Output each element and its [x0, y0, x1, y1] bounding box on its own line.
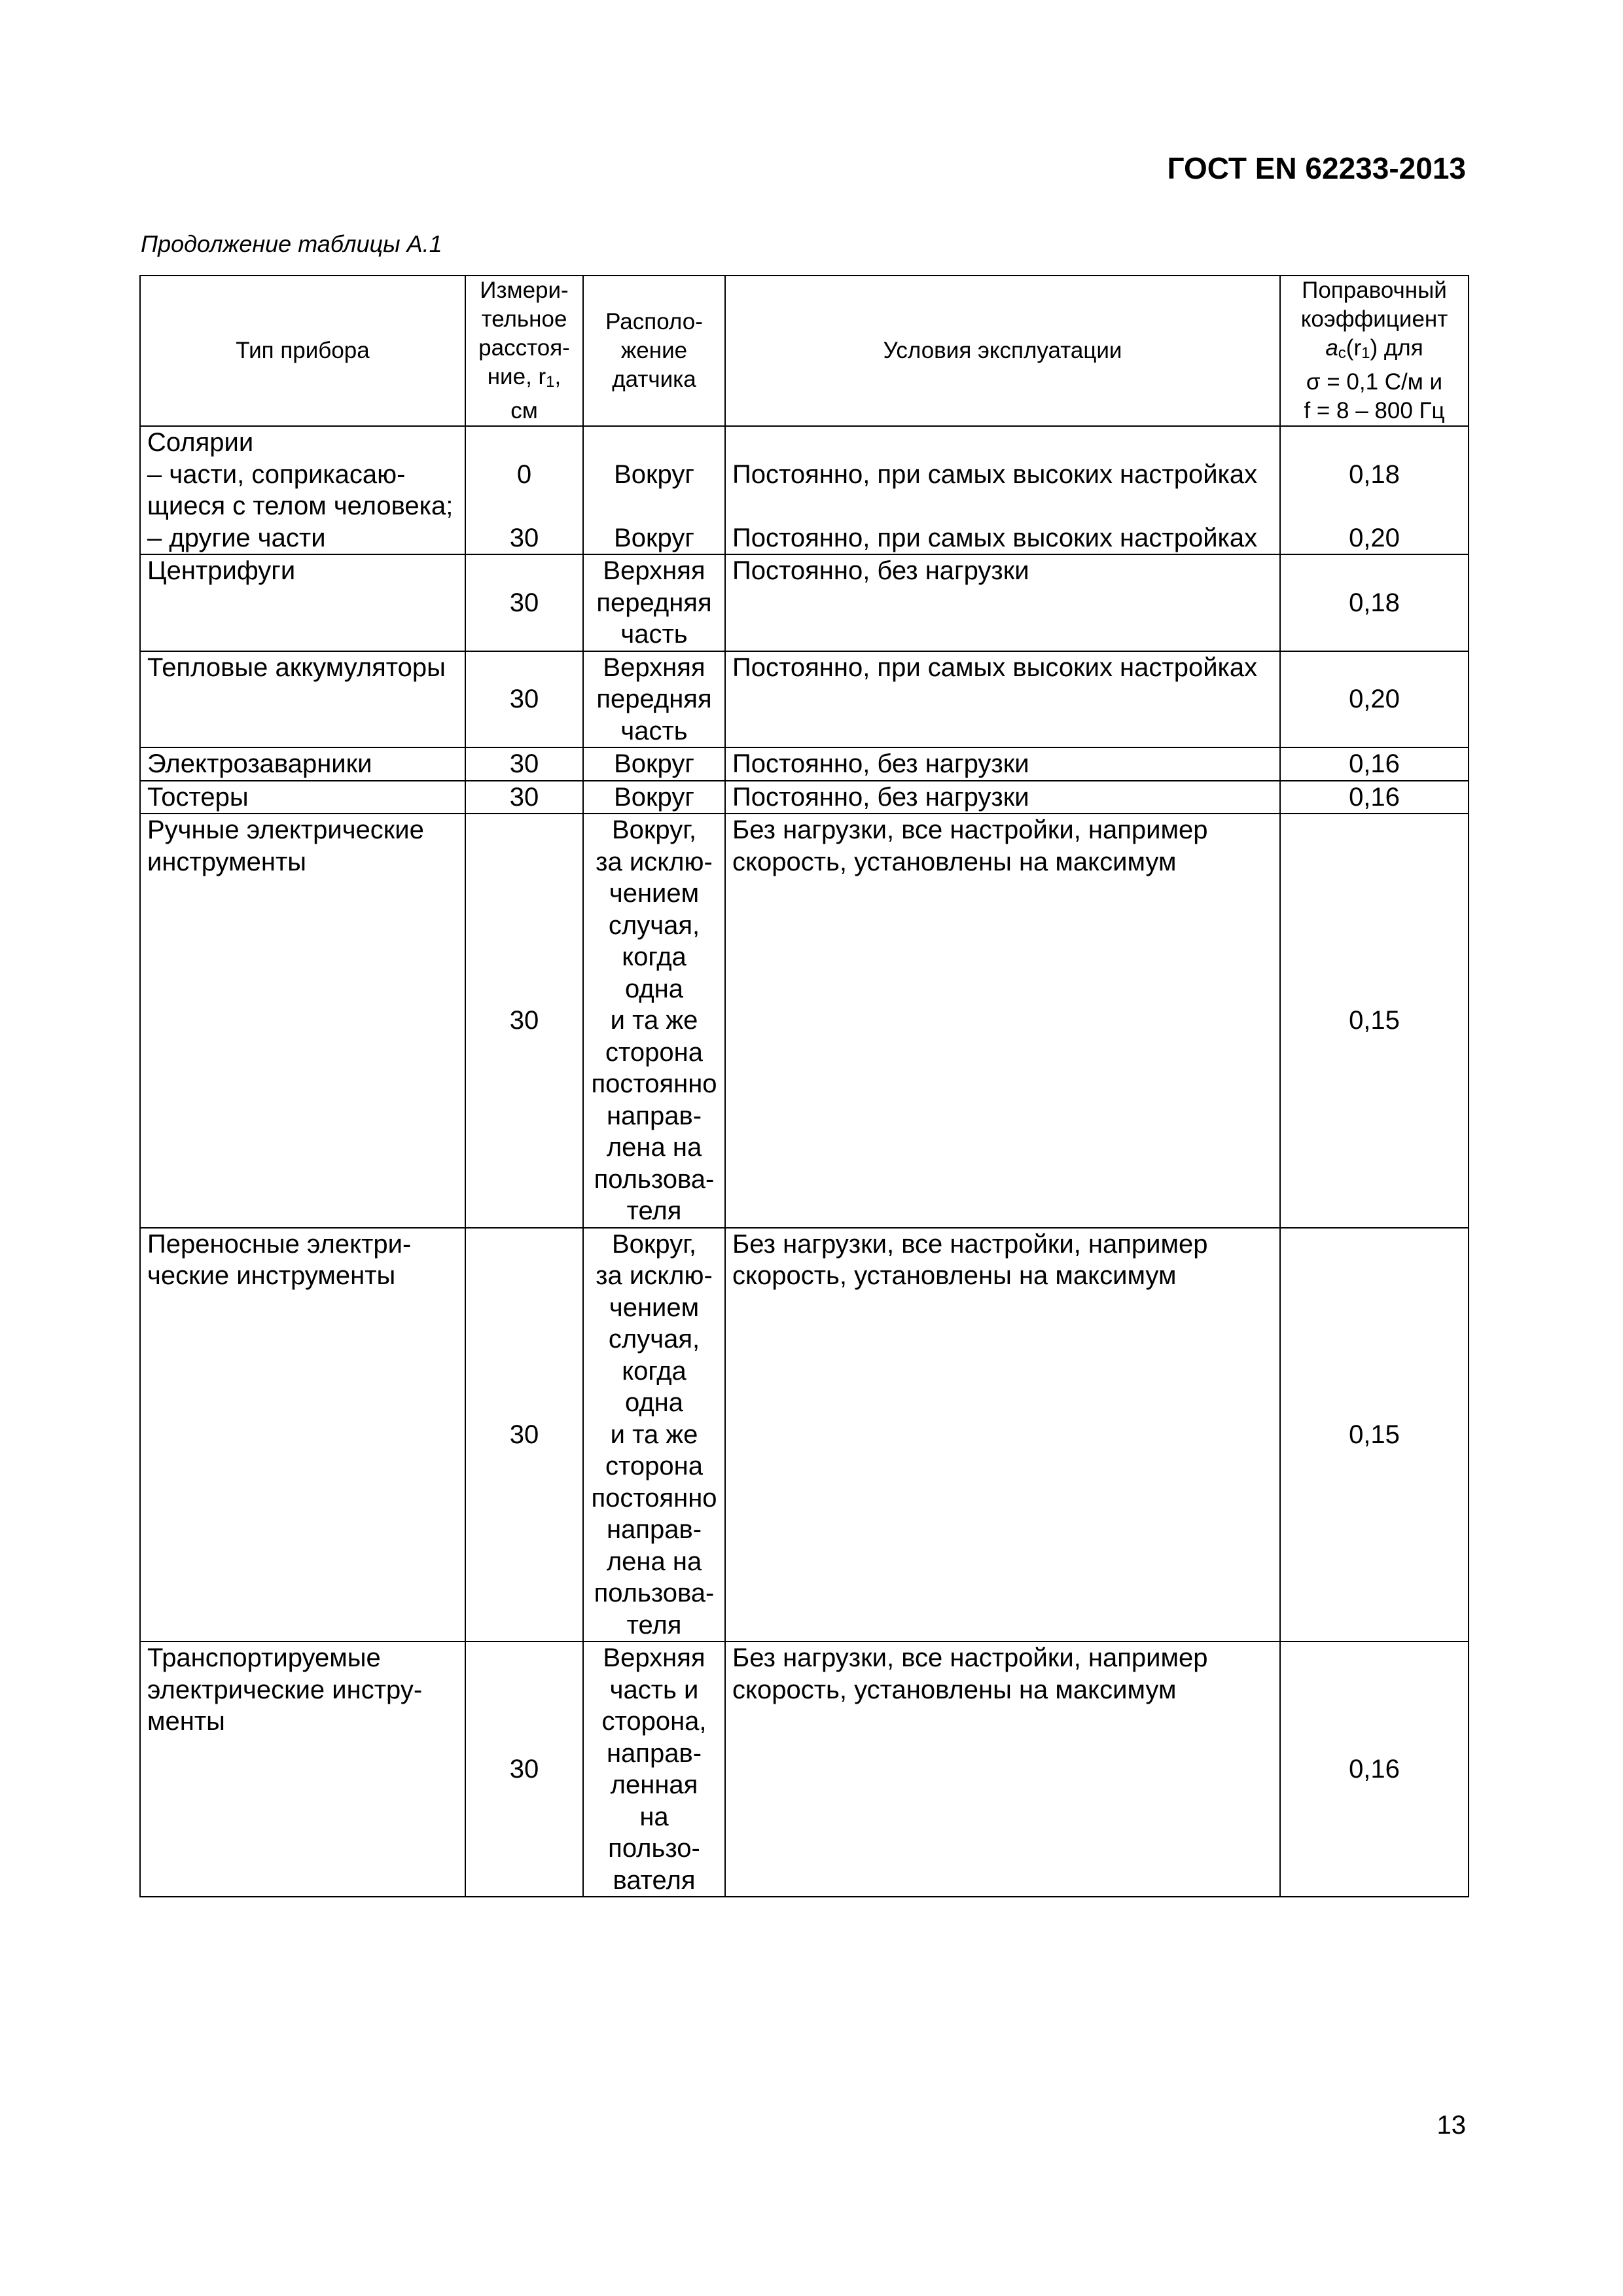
cell-distance: 0 30 [465, 426, 583, 554]
cell-type: Тостеры [140, 781, 465, 814]
cell-conditions: Постоянно, при самых высоких настройках [725, 651, 1280, 748]
cell-location: Вокруг [583, 781, 725, 814]
cell-type: Транспортируемые электрические инстру- менты [140, 1641, 465, 1897]
appliance-table [139, 275, 1469, 1897]
table-row [140, 747, 1469, 781]
cell-distance: 30 [465, 1641, 583, 1897]
table-row [140, 651, 1469, 748]
cell-coefficient: 0,18 0,20 [1280, 426, 1469, 554]
cell-conditions: Постоянно, при самых высоких настройках Постоянно, при самых высоких настройках [725, 426, 1280, 554]
cell-type: Переносные электри- ческие инструменты [140, 1228, 465, 1642]
table-header-row [140, 276, 1469, 426]
cell-coefficient: 0,20 [1280, 651, 1469, 748]
cell-distance: 30 [465, 554, 583, 651]
cell-location: Вокруг, за исклю- чением случая, когда одна и та же сторона постоянно направ- лена на пользова- теля [583, 814, 725, 1228]
cell-type: Ручные электрические инструменты [140, 814, 465, 1228]
cell-coefficient: 0,16 [1280, 747, 1469, 781]
cell-type: Солярии – части, соприкасаю- щиеся с телом человека; – другие части [140, 426, 465, 554]
cell-coefficient: 0,16 [1280, 1641, 1469, 1897]
cell-location: Верхняя передняя часть [583, 651, 725, 748]
table-row [140, 426, 1469, 554]
table-row [140, 814, 1469, 1228]
cell-distance: 30 [465, 747, 583, 781]
cell-coefficient: 0,16 [1280, 781, 1469, 814]
cell-location: Вокруг [583, 747, 725, 781]
cell-coefficient: 0,15 [1280, 814, 1469, 1228]
header-distance: Измери- тельное расстоя- ние, r1, см [465, 276, 583, 426]
cell-distance: 30 [465, 651, 583, 748]
table-row [140, 781, 1469, 814]
cell-location: Вокруг, за исклю- чением случая, когда одна и та же сторона постоянно направ- лена на пользова- теля [583, 1228, 725, 1642]
cell-coefficient: 0,18 [1280, 554, 1469, 651]
cell-conditions: Без нагрузки, все настройки, например скорость, установлены на максимум [725, 1228, 1280, 1642]
cell-conditions: Постоянно, без нагрузки [725, 554, 1280, 651]
cell-distance: 30 [465, 781, 583, 814]
cell-type: Электрозаварники [140, 747, 465, 781]
cell-coefficient: 0,15 [1280, 1228, 1469, 1642]
cell-location: Верхняя передняя часть [583, 554, 725, 651]
cell-distance: 30 [465, 814, 583, 1228]
cell-location: Верхняя часть и сторона, направ- ленная на пользо- вателя [583, 1641, 725, 1897]
header-location: Располо- жение датчика [583, 276, 725, 426]
cell-location: Вокруг Вокруг [583, 426, 725, 554]
cell-distance: 30 [465, 1228, 583, 1642]
document-code: ГОСТ EN 62233-2013 [1167, 151, 1466, 185]
cell-conditions: Без нагрузки, все настройки, например скорость, установлены на максимум [725, 814, 1280, 1228]
page-number: 13 [1436, 2111, 1466, 2140]
header-conditions: Условия эксплуатации [725, 276, 1280, 426]
cell-type: Центрифуги [140, 554, 465, 651]
table-row [140, 1641, 1469, 1897]
table-row [140, 1228, 1469, 1642]
header-coefficient: Поправочный коэффициент ac(r1) для σ = 0,1 С/м и f = 8 – 800 Гц [1280, 276, 1469, 426]
cell-conditions: Постоянно, без нагрузки [725, 747, 1280, 781]
header-type: Тип прибора [140, 276, 465, 426]
table-row [140, 554, 1469, 651]
cell-conditions: Постоянно, без нагрузки [725, 781, 1280, 814]
table-caption: Продолжение таблицы А.1 [141, 230, 442, 257]
cell-conditions: Без нагрузки, все настройки, например скорость, установлены на максимум [725, 1641, 1280, 1897]
cell-type: Тепловые аккумуляторы [140, 651, 465, 748]
